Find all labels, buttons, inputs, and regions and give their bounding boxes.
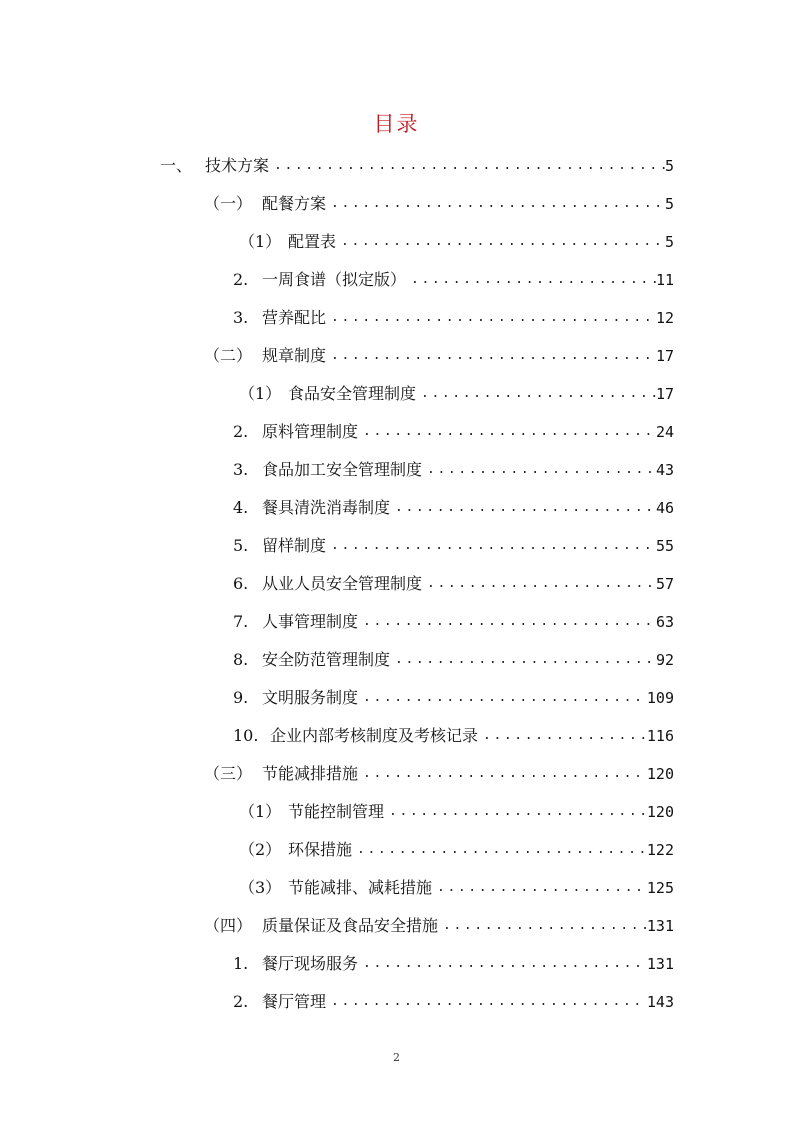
toc-entry-marker: （2）: [239, 840, 282, 859]
toc-dot-leader: [422, 457, 656, 483]
toc-entry-marker: 2.: [233, 422, 249, 441]
toc-entry-label: 餐具清洗消毒制度: [262, 498, 391, 517]
page-number: 2: [393, 1051, 400, 1064]
toc-dot-leader: [326, 305, 656, 331]
toc-entry-marker: 3.: [233, 460, 249, 479]
toc-entry-marker: （二）: [204, 346, 253, 365]
toc-dot-leader: [336, 229, 665, 255]
toc-entry-label: 人事管理制度: [262, 612, 359, 631]
toc-entry[interactable]: [233, 457, 674, 483]
toc-dot-leader: [358, 685, 647, 711]
toc-entry[interactable]: [160, 153, 674, 179]
toc-entry-label: 质量保证及食品安全措施: [262, 916, 439, 935]
toc-dot-leader: [358, 419, 656, 445]
toc-entry-label: 原料管理制度: [262, 422, 359, 441]
toc-entry-marker: 6.: [233, 574, 249, 593]
toc-dot-leader: [326, 533, 656, 559]
toc-entry-marker: 一、: [160, 156, 193, 175]
toc-entry[interactable]: [239, 799, 674, 825]
toc-entry-label: 留样制度: [262, 536, 327, 555]
toc-entry-label: 食品加工安全管理制度: [262, 460, 423, 479]
toc-entry[interactable]: [233, 951, 674, 977]
toc-entry[interactable]: [233, 419, 674, 445]
toc-entry-page: 55: [655, 537, 674, 555]
toc-entry-marker: （3）: [239, 878, 282, 897]
toc-dot-leader: [438, 913, 647, 939]
toc-entry-marker: （四）: [204, 916, 253, 935]
toc-dot-leader: [416, 381, 656, 407]
toc-entry-marker: 1.: [233, 954, 249, 973]
toc-entry-marker: 10.: [233, 726, 259, 745]
toc-entry-label: 从业人员安全管理制度: [262, 574, 423, 593]
toc-entry-page: 11: [655, 271, 674, 289]
toc-dot-leader: [422, 571, 656, 597]
toc-entry-page: 12: [655, 309, 674, 327]
toc-entry[interactable]: [204, 343, 674, 369]
toc-entry[interactable]: [204, 913, 674, 939]
toc-entry-label: 餐厅管理: [262, 992, 327, 1011]
toc-entry-marker: 7.: [233, 612, 249, 631]
toc-entry-marker: 3.: [233, 308, 249, 327]
toc-entry-marker: 8.: [233, 650, 249, 669]
toc-entry[interactable]: [239, 229, 674, 255]
toc-entry-label: 规章制度: [262, 346, 327, 365]
toc-entry[interactable]: [233, 533, 674, 559]
toc-entry-label: 节能减排、减耗措施: [288, 878, 433, 897]
toc-entry-label: 配置表: [288, 232, 337, 251]
toc-entry[interactable]: [233, 723, 674, 749]
toc-entry[interactable]: [239, 875, 674, 901]
toc-entry[interactable]: [233, 685, 674, 711]
toc-entry-page: 143: [646, 993, 674, 1011]
toc-entry-label: 食品安全管理制度: [288, 384, 417, 403]
toc-entry[interactable]: [233, 571, 674, 597]
toc-dot-leader: [406, 267, 656, 293]
toc-entry-page: 92: [655, 651, 674, 669]
toc-dot-leader: [390, 495, 656, 521]
toc-entry-marker: 4.: [233, 498, 249, 517]
toc-entry-marker: 2.: [233, 992, 249, 1011]
toc-entry-label: 餐厅现场服务: [262, 954, 359, 973]
toc-dot-leader: [269, 153, 665, 179]
toc-entry[interactable]: [204, 191, 674, 217]
toc-entry-marker: 5.: [233, 536, 249, 555]
toc-entry[interactable]: [233, 989, 674, 1015]
toc-dot-leader: [326, 191, 665, 217]
toc-entry-label: 技术方案: [205, 156, 270, 175]
toc-entry-label: 配餐方案: [262, 194, 327, 213]
toc-dot-leader: [478, 723, 647, 749]
toc-entry-page: 109: [646, 689, 674, 707]
toc-entry-page: 120: [646, 803, 674, 821]
toc-entry-page: 116: [646, 727, 674, 745]
toc-dot-leader: [358, 609, 656, 635]
toc-dot-leader: [352, 837, 647, 863]
toc-dot-leader: [358, 761, 647, 787]
toc-entry-page: 122: [646, 841, 674, 859]
toc-entry[interactable]: [233, 267, 674, 293]
toc-entry-label: 节能减排措施: [262, 764, 359, 783]
toc-entry-label: 企业内部考核制度及考核记录: [270, 726, 479, 745]
toc-entry-label: 文明服务制度: [262, 688, 359, 707]
toc-entry-marker: （1）: [239, 384, 282, 403]
toc-entry-marker: （三）: [204, 764, 253, 783]
toc-entry[interactable]: [239, 837, 674, 863]
toc-dot-leader: [432, 875, 647, 901]
toc-entry-marker: （1）: [239, 802, 282, 821]
toc-entry-page: 5: [664, 195, 674, 213]
toc-dot-leader: [358, 951, 647, 977]
toc-entry-page: 5: [664, 157, 674, 175]
toc-entry-page: 46: [655, 499, 674, 517]
document-title: 目录: [373, 112, 420, 136]
toc-entry-page: 17: [655, 347, 674, 365]
toc-dot-leader: [390, 647, 656, 673]
toc-entry[interactable]: [233, 305, 674, 331]
toc-entry-label: 营养配比: [262, 308, 327, 327]
toc-entry-label: 一周食谱（拟定版）: [262, 270, 407, 289]
toc-entry-page: 63: [655, 613, 674, 631]
toc-entry-marker: （一）: [204, 194, 253, 213]
toc-entry-page: 131: [646, 955, 674, 973]
toc-entry-page: 17: [655, 385, 674, 403]
toc-dot-leader: [326, 343, 656, 369]
toc-entry[interactable]: [233, 495, 674, 521]
toc-dot-leader: [384, 799, 647, 825]
toc-dot-leader: [326, 989, 647, 1015]
toc-entry-label: 环保措施: [288, 840, 353, 859]
toc-entry[interactable]: [233, 647, 674, 673]
toc-entry-marker: 2.: [233, 270, 249, 289]
toc-entry-label: 节能控制管理: [288, 802, 385, 821]
toc-entry-marker: 9.: [233, 688, 249, 707]
toc-entry-page: 125: [646, 879, 674, 897]
toc-entry[interactable]: [204, 761, 674, 787]
toc-entry-label: 安全防范管理制度: [262, 650, 391, 669]
toc-entry-page: 24: [655, 423, 674, 441]
toc-entry-page: 57: [655, 575, 674, 593]
toc-entry-page: 5: [664, 233, 674, 251]
toc-entry-marker: （1）: [239, 232, 282, 251]
toc-entry[interactable]: [239, 381, 674, 407]
toc-entry-page: 43: [655, 461, 674, 479]
toc-entry-page: 131: [646, 917, 674, 935]
toc-entry-page: 120: [646, 765, 674, 783]
toc-entry[interactable]: [233, 609, 674, 635]
